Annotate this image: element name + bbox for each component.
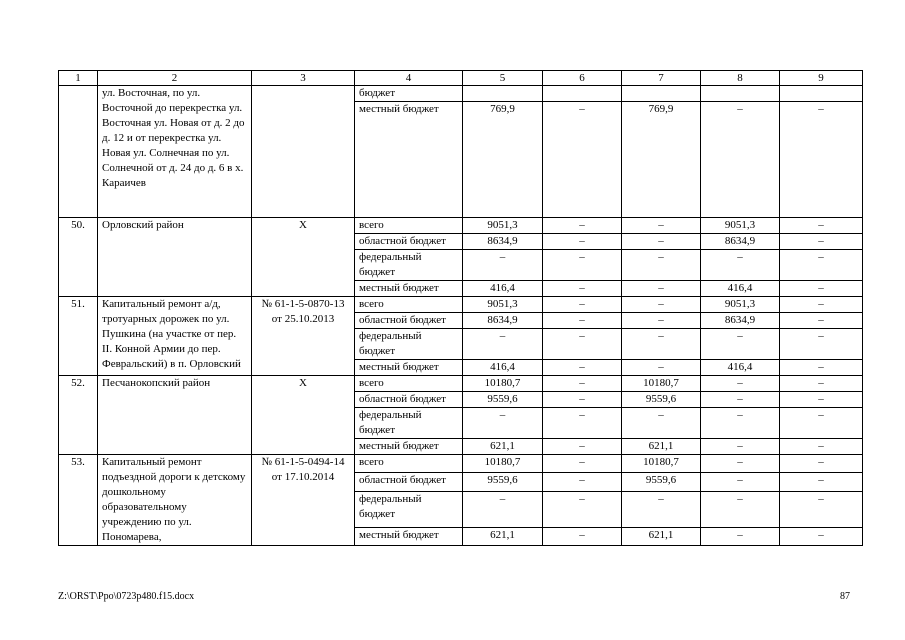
value-cell: –	[543, 218, 622, 234]
col-header-6: 6	[543, 71, 622, 86]
cont-description: ул. Восточная, по ул. Восточной до перекрестка ул. Восточная ул. Новая от д. 2 до д. 12 и от перекрестка ул. Новая ул. Солнечная по ул. Солнечной от д. 24 до д. 6 в х. Караичев	[98, 86, 252, 218]
budget-label: местный бюджет	[355, 102, 463, 218]
budget-label: местный бюджет	[355, 281, 463, 297]
col-header-2: 2	[98, 71, 252, 86]
value-cell: –	[780, 455, 863, 473]
value-cell: –	[780, 250, 863, 281]
budget-label: федеральный бюджет	[355, 329, 463, 360]
value-cell: 10180,7	[463, 455, 543, 473]
row-number: 51.	[59, 297, 98, 376]
col-header-5: 5	[463, 71, 543, 86]
value-cell: –	[543, 234, 622, 250]
value-cell: –	[622, 360, 701, 376]
value-cell: –	[701, 455, 780, 473]
value-cell: –	[780, 313, 863, 329]
cont-doc-cell	[252, 86, 355, 218]
row-document: Х	[252, 218, 355, 297]
value-cell: –	[463, 250, 543, 281]
value-cell: –	[701, 392, 780, 408]
value-cell: –	[543, 313, 622, 329]
value-cell: 621,1	[622, 527, 701, 545]
value-cell: –	[780, 392, 863, 408]
value-cell: 9559,6	[463, 392, 543, 408]
budget-label: всего	[355, 455, 463, 473]
value-cell: –	[463, 329, 543, 360]
value-cell: –	[543, 392, 622, 408]
value-cell: –	[543, 408, 622, 439]
value-cell: 9559,6	[622, 392, 701, 408]
value-cell: –	[780, 491, 863, 527]
value-cell: –	[701, 473, 780, 491]
value-cell: –	[463, 491, 543, 527]
row-number: 50.	[59, 218, 98, 297]
value-cell: 8634,9	[701, 234, 780, 250]
value-cell: 9051,3	[463, 297, 543, 313]
value-cell: –	[543, 360, 622, 376]
col-header-3: 3	[252, 71, 355, 86]
table-row	[59, 455, 863, 473]
value-cell: –	[701, 408, 780, 439]
budget-label: федеральный бюджет	[355, 408, 463, 439]
value-cell: –	[701, 439, 780, 455]
row-name: Капитальный ремонт а/д, тротуарных дорожек по ул. Пушкина (на участке от пер. II. Конной Армии до пер. Февральский) в п. Орловский	[98, 297, 252, 376]
value-cell: –	[622, 297, 701, 313]
value-cell: –	[780, 439, 863, 455]
col-header-9: 9	[780, 71, 863, 86]
value-cell: –	[701, 491, 780, 527]
value-cell: 8634,9	[463, 313, 543, 329]
row-document: № 61-1-5-0870-13 от 25.10.2013	[252, 297, 355, 376]
row-document: № 61-1-5-0494-14 от 17.10.2014	[252, 455, 355, 546]
value-cell: –	[543, 473, 622, 491]
value-cell: 769,9	[463, 102, 543, 218]
value-cell: –	[543, 250, 622, 281]
value-cell: –	[701, 102, 780, 218]
value-cell: –	[622, 250, 701, 281]
col-header-4: 4	[355, 71, 463, 86]
value-cell: –	[780, 473, 863, 491]
budget-table	[58, 70, 863, 546]
row-name: Капитальный ремонт подъездной дороги к детскому дошкольному образовательному учреждению по ул. Пономарева,	[98, 455, 252, 546]
value-cell: –	[780, 408, 863, 439]
value-cell: –	[780, 281, 863, 297]
value-cell: –	[543, 491, 622, 527]
value-cell: –	[622, 234, 701, 250]
budget-label: местный бюджет	[355, 527, 463, 545]
table-row	[59, 297, 863, 313]
col-header-7: 7	[622, 71, 701, 86]
budget-label: федеральный бюджет	[355, 250, 463, 281]
value-cell: 10180,7	[622, 376, 701, 392]
value-cell: –	[543, 102, 622, 218]
value-cell: –	[701, 250, 780, 281]
value-cell: –	[780, 376, 863, 392]
value-cell: 416,4	[701, 281, 780, 297]
value-cell: –	[780, 234, 863, 250]
value-cell: 8634,9	[463, 234, 543, 250]
budget-label: всего	[355, 218, 463, 234]
value-cell: 10180,7	[622, 455, 701, 473]
value-cell: –	[463, 408, 543, 439]
budget-label: бюджет	[355, 86, 463, 102]
value-cell: –	[622, 329, 701, 360]
value-cell: 8634,9	[701, 313, 780, 329]
value-cell: –	[622, 408, 701, 439]
table-row	[59, 218, 863, 234]
value-cell: –	[543, 439, 622, 455]
value-cell: 416,4	[463, 360, 543, 376]
row-name: Песчанокопский район	[98, 376, 252, 455]
value-cell: –	[701, 527, 780, 545]
value-cell: 10180,7	[463, 376, 543, 392]
value-cell: –	[543, 329, 622, 360]
budget-label: областной бюджет	[355, 234, 463, 250]
value-cell: 9051,3	[701, 218, 780, 234]
value-cell: –	[622, 491, 701, 527]
value-cell: 9559,6	[622, 473, 701, 491]
value-cell: –	[701, 329, 780, 360]
value-cell: –	[780, 329, 863, 360]
value-cell: 621,1	[463, 439, 543, 455]
value-cell: 621,1	[622, 439, 701, 455]
value-cell: –	[701, 376, 780, 392]
table-row	[59, 376, 863, 392]
row-name: Орловский район	[98, 218, 252, 297]
value-cell: –	[780, 102, 863, 218]
value-cell: 416,4	[463, 281, 543, 297]
value-cell: 9559,6	[463, 473, 543, 491]
value-cell: –	[543, 527, 622, 545]
value-cell: 9051,3	[463, 218, 543, 234]
budget-label: всего	[355, 297, 463, 313]
value-cell: –	[780, 360, 863, 376]
budget-label: всего	[355, 376, 463, 392]
value-cell: –	[543, 376, 622, 392]
value-cell: 769,9	[622, 102, 701, 218]
value-cell: –	[622, 218, 701, 234]
value-cell: –	[543, 281, 622, 297]
value-cell: –	[622, 313, 701, 329]
row-number: 52.	[59, 376, 98, 455]
col-header-8: 8	[701, 71, 780, 86]
col-header-1: 1	[59, 71, 98, 86]
footer-file-path: Z:\ORST\Ppo\0723p480.f15.docx	[58, 591, 195, 602]
value-cell: –	[622, 281, 701, 297]
value-cell: 9051,3	[701, 297, 780, 313]
column-number-row	[59, 71, 863, 86]
budget-label: областной бюджет	[355, 392, 463, 408]
value-cell: –	[780, 297, 863, 313]
table-row	[59, 86, 863, 102]
value-cell: 621,1	[463, 527, 543, 545]
page-number: 87	[840, 591, 850, 602]
row-document: Х	[252, 376, 355, 455]
value-cell: –	[780, 527, 863, 545]
cont-num-cell	[59, 86, 98, 218]
row-number: 53.	[59, 455, 98, 546]
value-cell: –	[543, 297, 622, 313]
value-cell: –	[780, 218, 863, 234]
budget-label: федеральный бюджет	[355, 491, 463, 527]
value-cell: 416,4	[701, 360, 780, 376]
budget-label: областной бюджет	[355, 473, 463, 491]
budget-label: областной бюджет	[355, 313, 463, 329]
value-cell: –	[543, 455, 622, 473]
budget-label: местный бюджет	[355, 360, 463, 376]
budget-label: местный бюджет	[355, 439, 463, 455]
